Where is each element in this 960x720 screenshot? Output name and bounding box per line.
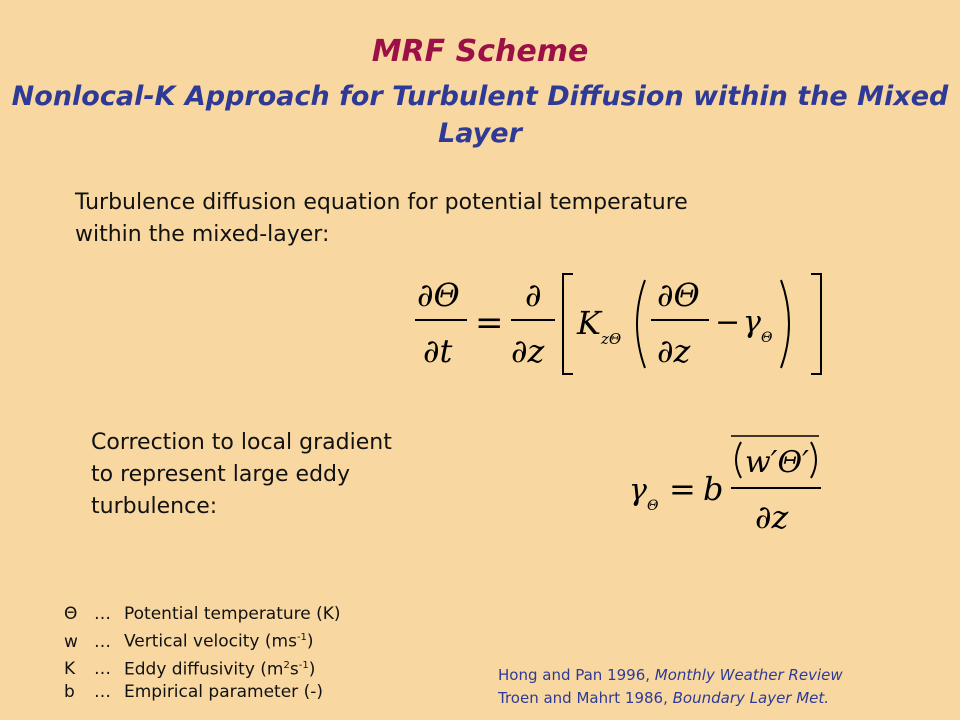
legend-description [124, 626, 314, 654]
legend-desc-text: Vertical velocity (ms [124, 631, 297, 652]
legend-row-k [64, 654, 341, 682]
legend-desc-tail: ) [308, 659, 316, 680]
svg-text:−: − [715, 305, 741, 340]
legend-description: Empirical parameter (-) [124, 682, 323, 703]
legend-desc-sup: 2 [283, 659, 290, 671]
svg-text:w′Θ′: w′Θ′ [745, 445, 809, 480]
legend-desc-text: Eddy diffusivity (m [124, 659, 284, 680]
svg-text:∂Θ: ∂Θ [657, 276, 700, 314]
legend-description: Potential temperature (K) [124, 604, 341, 624]
legend-desc-sup: -1 [296, 632, 307, 643]
intro-line-1: Turbulence diffusion equation for potential temperature [75, 190, 688, 215]
svg-text:=: = [475, 303, 504, 343]
svg-text:∂: ∂ [525, 276, 542, 314]
svg-text:γ: γ [743, 305, 761, 340]
legend-ellipsis: … [94, 659, 111, 680]
correction-text [91, 427, 491, 523]
svg-text:∂z: ∂z [755, 498, 789, 536]
correction-line-2: to represent large eddy [91, 462, 351, 487]
correction-line-3: turbulence: [91, 494, 218, 519]
legend-ellipsis: … [94, 604, 111, 624]
gamma-equation-svg [625, 428, 825, 538]
legend-symbol: b [64, 682, 75, 703]
intro-line-2: within the mixed-layer: [75, 222, 330, 247]
legend-desc-sup2: -1 [298, 659, 309, 671]
svg-text:K: K [577, 304, 601, 342]
reference-1 [498, 664, 843, 687]
svg-text:∂z: ∂z [511, 332, 545, 370]
slide-title: MRF Scheme [371, 34, 589, 69]
legend-description [124, 654, 315, 682]
svg-text:∂z: ∂z [657, 332, 691, 370]
svg-text:=: = [669, 470, 696, 508]
reference-2 [498, 687, 843, 710]
svg-text:zΘ: zΘ [601, 330, 622, 348]
svg-text:Θ: Θ [761, 330, 773, 346]
legend-ellipsis: … [94, 631, 111, 652]
diffusion-equation [405, 268, 835, 380]
symbol-legend [64, 603, 341, 704]
diffusion-equation-svg [405, 268, 835, 380]
legend-row-b [64, 681, 341, 704]
legend-row-w [64, 626, 341, 654]
reference-journal: Boundary Layer Met. [672, 689, 830, 707]
svg-text:∂Θ: ∂Θ [417, 276, 460, 314]
gamma-equation [625, 428, 825, 538]
correction-line-1: Correction to local gradient [91, 430, 392, 455]
svg-text:∂t: ∂t [423, 332, 453, 370]
reference-authors: Hong and Pan 1996, [498, 666, 655, 684]
svg-text:γ: γ [629, 473, 647, 508]
legend-desc-tail: ) [306, 631, 314, 652]
legend-ellipsis: … [94, 682, 111, 703]
legend-desc-mid: s [289, 659, 299, 680]
reference-journal: Monthly Weather Review [654, 666, 843, 684]
svg-text:b: b [703, 470, 724, 508]
legend-row-theta [64, 603, 341, 626]
svg-text:Θ: Θ [647, 498, 659, 514]
legend-symbol: K [64, 659, 76, 680]
references [498, 664, 843, 710]
intro-text [75, 187, 875, 251]
legend-symbol: Θ [64, 604, 78, 624]
slide-subtitle: Nonlocal-K Approach for Turbulent Diffusion within the Mixed Layer [11, 81, 949, 149]
reference-authors: Troen and Mahrt 1986, [498, 689, 673, 707]
legend-symbol: w [64, 631, 78, 652]
